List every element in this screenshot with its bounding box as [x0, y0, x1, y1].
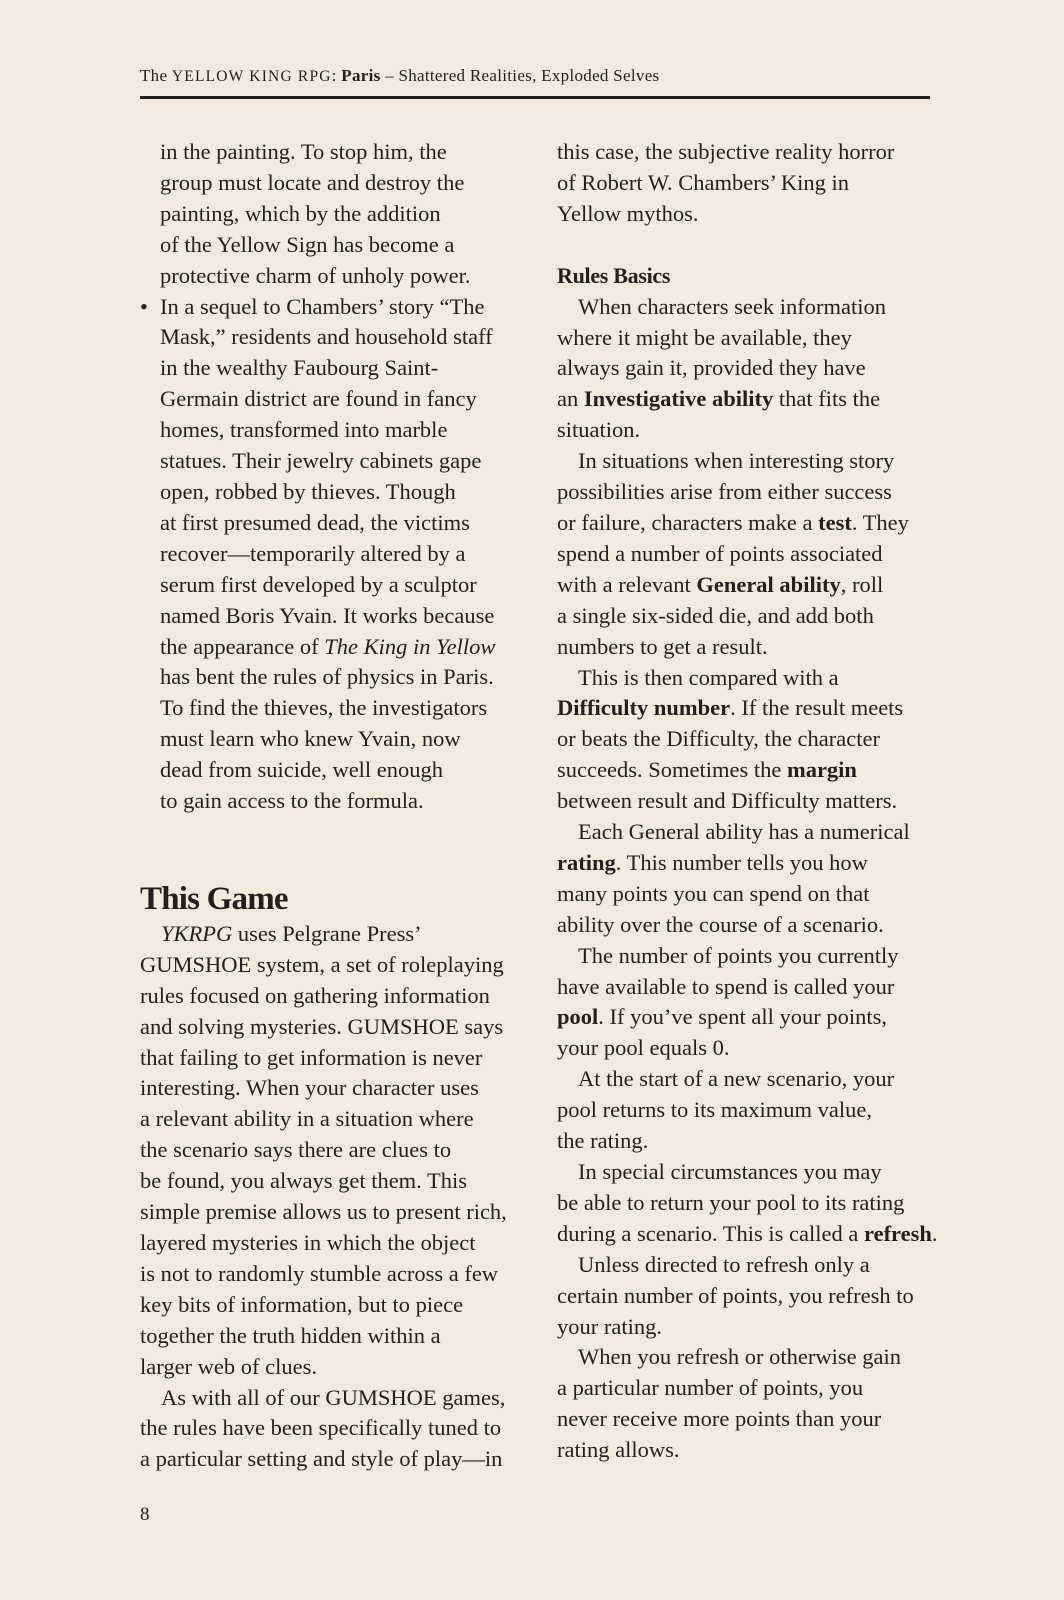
text-line: recover—temporarily altered by a: [160, 540, 466, 566]
text-line: many points you can spend on that: [557, 880, 870, 906]
text-line: [557, 1002, 937, 1033]
header-colon: :: [331, 66, 342, 85]
text-line: [160, 632, 520, 663]
text-line: a particular number of points, you: [557, 1375, 864, 1401]
text-line: [557, 848, 937, 879]
text-line: of Robert W. Chambers’ King in: [557, 169, 850, 195]
text-line: your rating.: [557, 1313, 662, 1339]
text-line: dead from suicide, well enough: [160, 757, 444, 783]
right-column: [557, 137, 937, 1466]
text-line: This is then compared with a: [578, 664, 839, 690]
text-line: certain number of points, you refresh to: [557, 1282, 914, 1308]
term-bold: test: [818, 509, 852, 535]
text-line: between result and Difficulty matters.: [557, 788, 898, 814]
section-spacer: [140, 817, 520, 879]
text-line: [557, 755, 937, 786]
text-line: this case, the subjective reality horror: [557, 139, 895, 164]
text-line: [557, 384, 937, 415]
text-line: the rules have been specifically tuned to: [140, 1415, 502, 1441]
text-line: must learn who knew Yvain, now: [160, 726, 461, 752]
text-line: has bent the rules of physics in Paris.: [160, 664, 494, 690]
text-line: of the Yellow Sign has become a: [160, 231, 455, 257]
text-line: open, robbed by thieves. Though: [160, 478, 456, 504]
term-bold: General ability: [696, 571, 841, 597]
text-line: or beats the Difficulty, the character: [557, 726, 880, 752]
paragraph: [140, 919, 520, 1383]
text-line: spend a number of points associated: [557, 540, 883, 566]
text-line: larger web of clues.: [140, 1353, 318, 1379]
text-run: succeeds. Sometimes the: [557, 757, 787, 783]
text-line: [557, 570, 937, 601]
text-run: the appearance of: [160, 633, 325, 659]
text-line: the scenario says there are clues to: [140, 1137, 452, 1163]
bullet-item: [140, 292, 520, 817]
text-line: In special circumstances you may: [578, 1159, 882, 1184]
text-line: In a sequel to Chambers’ story “The: [160, 293, 485, 319]
header-book: Paris: [341, 66, 381, 85]
text-line: situation.: [557, 417, 641, 443]
text-run: . If the result meets: [730, 695, 904, 721]
text-line: serum first developed by a sculptor: [160, 571, 477, 597]
header-rule: [140, 96, 930, 99]
left-column: [140, 137, 520, 1475]
text-line: where it might be available, they: [557, 324, 852, 350]
text-line: named Boris Yvain. It works because: [160, 602, 495, 628]
term-bold: Difficulty number: [557, 695, 731, 721]
paragraph: [557, 1250, 937, 1343]
text-line: a relevant ability in a situation where: [140, 1106, 474, 1132]
text-line: always gain it, provided they have: [557, 355, 866, 381]
text-line: interesting. When your character uses: [140, 1075, 479, 1101]
text-run: . If you’ve spent all your points,: [598, 1004, 887, 1030]
paragraph: [557, 446, 937, 662]
term-bold: Investigative ability: [583, 386, 774, 412]
text-line: a single six-sided die, and add both: [557, 602, 874, 628]
paragraph: [557, 137, 937, 230]
text-line: At the start of a new scenario, your: [578, 1066, 895, 1092]
text-line: [557, 693, 937, 724]
paragraph: [557, 1064, 937, 1157]
text-line: homes, transformed into marble: [160, 417, 448, 443]
paragraph: [557, 817, 937, 941]
text-line: painting, which by the addition: [160, 200, 441, 226]
text-run: an: [557, 386, 584, 412]
text-line: protective charm of unholy power.: [160, 262, 471, 288]
text-line: The number of points you currently: [578, 942, 899, 968]
text-line: rating allows.: [557, 1437, 680, 1463]
text-line: a particular setting and style of play—in: [140, 1446, 503, 1472]
text-line: ability over the course of a scenario.: [557, 911, 884, 937]
text-run: during a scenario. This is called a: [557, 1220, 864, 1246]
game-abbrev: YKRPG: [161, 920, 233, 946]
page-number: 8: [140, 1504, 150, 1525]
text-line: [557, 508, 937, 539]
text-line: [557, 1219, 937, 1250]
text-line: [140, 919, 520, 950]
text-line: Germain district are found in fancy: [160, 386, 477, 412]
text-line: possibilities arise from either success: [557, 479, 892, 505]
text-line: statues. Their jewelry cabinets gape: [160, 448, 482, 474]
text-line: Mask,” residents and household staff: [160, 324, 493, 350]
book-title: The King in Yellow: [324, 633, 496, 659]
text-run: . They: [851, 509, 909, 535]
paragraph: [557, 1342, 937, 1466]
subsection-heading: Rules Basics: [557, 262, 671, 288]
text-line: key bits of information, but to piece: [140, 1291, 464, 1317]
header-series: YELLOW KING RPG: [171, 68, 332, 85]
text-line: be able to return your pool to its rating: [557, 1189, 905, 1215]
paragraph: [557, 941, 937, 1065]
text-line: When you refresh or otherwise gain: [578, 1344, 902, 1370]
text-line: GUMSHOE system, a set of roleplaying: [140, 951, 504, 977]
text-run: uses Pelgrane Press’: [232, 920, 422, 946]
text-line: layered mysteries in which the object: [140, 1230, 476, 1255]
text-run: or failure, characters make a: [557, 509, 819, 535]
text-line: never receive more points than your: [557, 1406, 882, 1432]
paragraph: [557, 663, 937, 818]
text-line: in the painting. To stop him, the: [160, 139, 447, 164]
text-line: rules focused on gathering information: [140, 982, 490, 1008]
term-bold: refresh: [864, 1220, 932, 1246]
text-run: , roll: [840, 571, 884, 597]
section-spacer: [557, 230, 937, 261]
text-run: with a relevant: [557, 571, 697, 597]
continued-bullet-text: [140, 137, 520, 292]
text-line: your pool equals 0.: [557, 1035, 730, 1061]
text-line: at first presumed dead, the victims: [160, 509, 470, 535]
text-line: Each General ability has a numerical: [578, 819, 910, 845]
text-line: pool returns to its maximum value,: [557, 1097, 872, 1123]
header-subtitle: – Shattered Realities, Exploded Selves: [380, 66, 660, 85]
text-run: that fits the: [773, 386, 881, 412]
paragraph: [140, 1383, 520, 1476]
text-line: be found, you always get them. This: [140, 1168, 468, 1194]
text-line: When characters seek information: [578, 293, 886, 319]
text-line: numbers to get a result.: [557, 633, 768, 659]
text-line: simple premise allows us to present rich,: [140, 1199, 507, 1225]
text-run: . This number tells you how: [615, 849, 868, 875]
text-line: the rating.: [557, 1128, 649, 1154]
paragraph: [557, 292, 937, 447]
text-line: Yellow mythos.: [557, 200, 699, 226]
text-line: in the wealthy Faubourg Saint-: [160, 355, 439, 381]
text-line: to gain access to the formula.: [160, 788, 424, 814]
text-line: and solving mysteries. GUMSHOE says: [140, 1013, 504, 1039]
term-bold: margin: [786, 757, 857, 783]
text-run: .: [931, 1220, 938, 1246]
text-line: In situations when interesting story: [578, 448, 895, 474]
text-line: is not to randomly stumble across a few: [140, 1260, 499, 1286]
text-line: Unless directed to refresh only a: [578, 1251, 870, 1277]
text-line: To find the thieves, the investigators: [160, 695, 488, 721]
text-line: have available to spend is called your: [557, 973, 895, 999]
text-line: together the truth hidden within a: [140, 1322, 441, 1348]
bullet-marker: •: [140, 293, 148, 319]
paragraph: [557, 1157, 937, 1250]
header-prefix: The: [140, 66, 172, 85]
text-line: that failing to get information is never: [140, 1044, 483, 1070]
term-bold: pool: [557, 1004, 599, 1030]
text-line: As with all of our GUMSHOE games,: [161, 1384, 506, 1410]
section-heading: This Game: [140, 880, 288, 917]
text-line: group must locate and destroy the: [160, 169, 465, 195]
running-header: [140, 66, 930, 86]
term-bold: rating: [557, 849, 616, 875]
